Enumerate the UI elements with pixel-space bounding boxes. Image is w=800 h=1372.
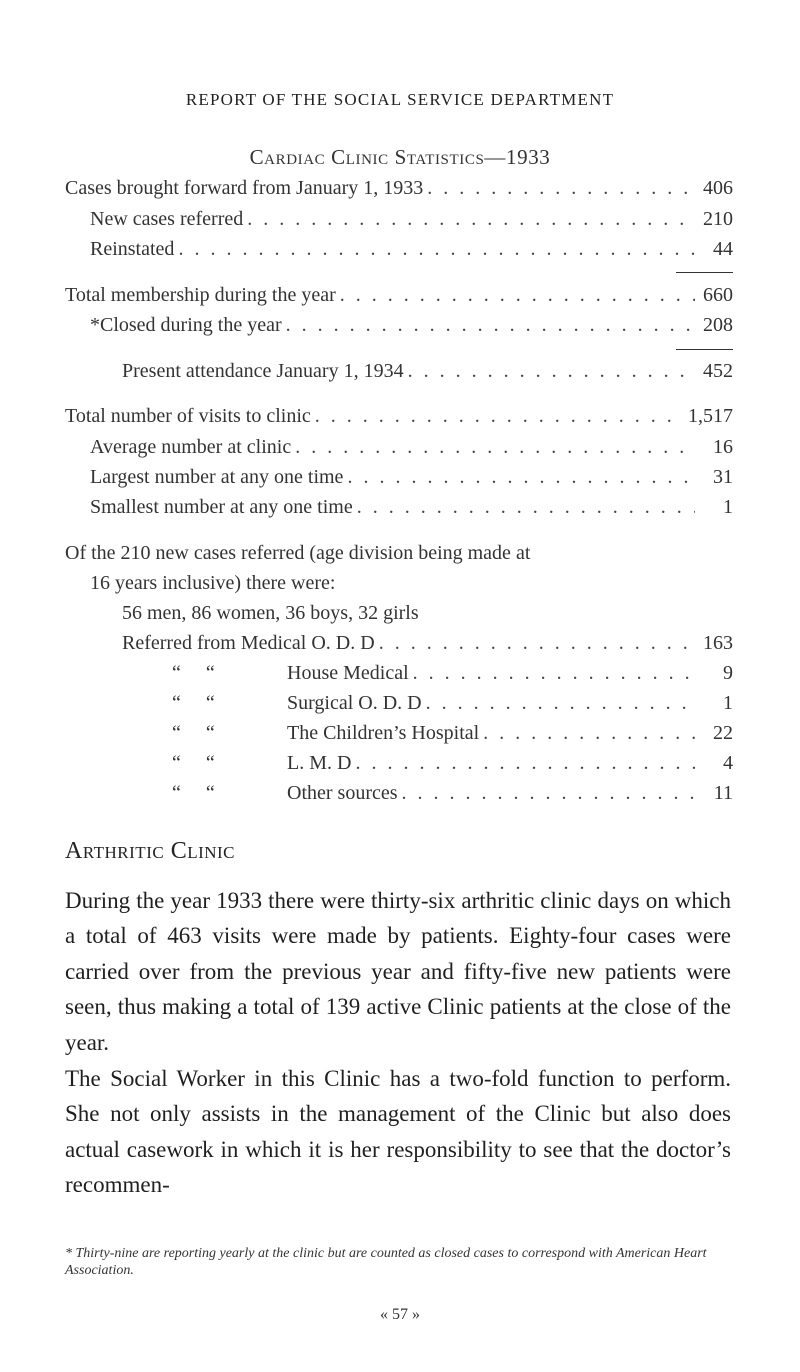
stat-label: Total membership during the year bbox=[65, 284, 336, 306]
stat-label: Cases brought forward from January 1, 1933 bbox=[65, 177, 424, 199]
referral-value: 9 bbox=[723, 662, 733, 684]
stat-value: 406 bbox=[703, 177, 733, 199]
stat-label: Present attendance January 1, 1934 bbox=[122, 360, 404, 382]
referral-row bbox=[122, 632, 733, 655]
referral-value: 22 bbox=[713, 722, 733, 744]
stat-row bbox=[65, 284, 733, 307]
referral-intro-line: Of the 210 new cases referred (age division being made at bbox=[65, 542, 531, 564]
leader-dots bbox=[247, 208, 695, 231]
referral-label: House Medical bbox=[287, 662, 409, 684]
cardiac-section-title: Cardiac Clinic Statistics—1933 bbox=[249, 145, 551, 169]
stat-value: 16 bbox=[713, 436, 733, 458]
leader-dots bbox=[413, 662, 695, 685]
ditto-marks: “ “ bbox=[172, 722, 215, 744]
referral-intro-line: 16 years inclusive) there were: bbox=[90, 572, 336, 594]
arthritic-paragraph-1: During the year 1933 there were thirty-six arthritic clinic days on which a total of 463 visits were made by patients. Eighty-four cases were carried over from the previous year and fifty-five new patients were seen, thus making a total of 139 active Clinic patients at the close of the year. bbox=[65, 888, 731, 1055]
leader-dots bbox=[355, 752, 695, 775]
ditto-marks: “ “ bbox=[172, 662, 215, 684]
leader-dots bbox=[483, 722, 695, 745]
leader-dots bbox=[427, 177, 695, 200]
stat-value: 208 bbox=[703, 314, 733, 336]
stat-row bbox=[90, 466, 733, 489]
stat-label: Reinstated bbox=[90, 238, 175, 260]
stat-row bbox=[65, 177, 733, 200]
leader-dots bbox=[426, 692, 695, 715]
leader-dots bbox=[402, 782, 695, 805]
running-title: REPORT OF THE SOCIAL SERVICE DEPARTMENT bbox=[185, 90, 615, 109]
stat-label: Average number at clinic bbox=[90, 436, 292, 458]
stat-value: 1 bbox=[723, 496, 733, 518]
referral-label: L. M. D bbox=[287, 752, 352, 774]
referral-label: Surgical O. D. D bbox=[287, 692, 422, 714]
stat-label: Largest number at any one time bbox=[90, 466, 344, 488]
leader-dots bbox=[357, 496, 695, 519]
stat-label: Smallest number at any one time bbox=[90, 496, 353, 518]
arthritic-paragraph-2: The Social Worker in this Clinic has a two-fold function to perform. She not only assists in the management of the Clinic but also does actual casework in which it is her responsibility to see that the doctor’s recommen- bbox=[65, 1066, 731, 1198]
sum-rule bbox=[676, 272, 733, 273]
referral-row bbox=[172, 752, 733, 775]
stat-row bbox=[90, 314, 733, 337]
referral-breakdown: 56 men, 86 women, 36 boys, 32 girls bbox=[122, 602, 419, 624]
stat-value: 660 bbox=[703, 284, 733, 306]
stat-value: 1,517 bbox=[688, 405, 733, 427]
stat-label: *Closed during the year bbox=[90, 314, 282, 336]
leader-dots bbox=[286, 314, 695, 337]
referral-row bbox=[172, 782, 733, 805]
stat-row bbox=[122, 360, 733, 383]
stat-label: New cases referred bbox=[90, 208, 244, 230]
footnote: * Thirty-nine are reporting yearly at the clinic but are counted as closed cases to correspond with American Heart Association. bbox=[65, 1246, 707, 1278]
stat-value: 452 bbox=[703, 360, 733, 382]
referral-value: 163 bbox=[703, 632, 733, 654]
stat-row bbox=[65, 405, 733, 428]
stat-value: 31 bbox=[713, 466, 733, 488]
stat-row bbox=[90, 238, 733, 261]
stat-value: 44 bbox=[713, 238, 733, 260]
referral-value: 4 bbox=[723, 752, 733, 774]
stat-value: 210 bbox=[703, 208, 733, 230]
ditto-marks: “ “ bbox=[172, 692, 215, 714]
leader-dots bbox=[408, 360, 695, 383]
referral-row bbox=[172, 722, 733, 745]
referral-label: Referred from Medical O. D. D bbox=[122, 632, 375, 654]
ditto-marks: “ “ bbox=[172, 752, 215, 774]
leader-dots bbox=[347, 466, 695, 489]
leader-dots bbox=[340, 284, 695, 307]
referral-value: 1 bbox=[723, 692, 733, 714]
referral-label: Other sources bbox=[287, 782, 398, 804]
leader-dots bbox=[178, 238, 695, 261]
sum-rule bbox=[676, 349, 733, 350]
referral-label: The Children’s Hospital bbox=[287, 722, 480, 744]
page-number: « 57 » bbox=[380, 1306, 420, 1323]
stat-row bbox=[90, 208, 733, 231]
ditto-marks: “ “ bbox=[172, 782, 215, 804]
leader-dots bbox=[315, 405, 684, 428]
referral-value: 11 bbox=[713, 782, 733, 804]
stat-label: Total number of visits to clinic bbox=[65, 405, 311, 427]
stat-row bbox=[90, 496, 733, 519]
stat-row bbox=[90, 436, 733, 459]
referral-row bbox=[172, 692, 733, 715]
leader-dots bbox=[379, 632, 695, 655]
arthritic-section-title: Arthritic Clinic bbox=[65, 838, 236, 864]
referral-row bbox=[172, 662, 733, 685]
leader-dots bbox=[295, 436, 695, 459]
